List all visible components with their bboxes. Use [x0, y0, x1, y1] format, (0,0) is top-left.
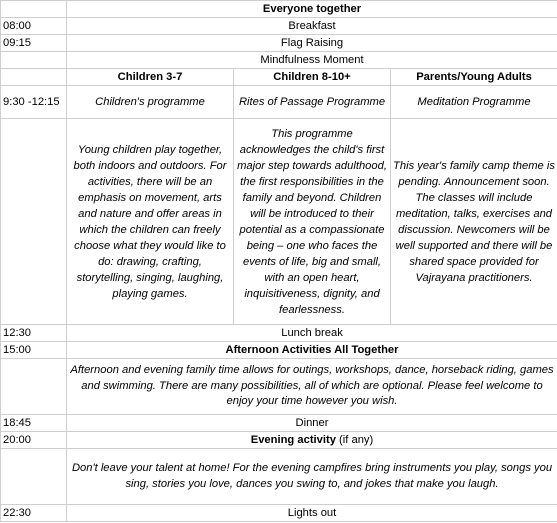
- group-header-children-3-7[interactable]: Children 3-7: [67, 69, 234, 86]
- children-3-7-description[interactable]: Young children play together, both indoors and outdoors. For activities, there will be an emphasis on movement, arts and nature and offer areas in which the children can freely choose what they would like to do: drawing, crafting, storytelling, singing, laughing, playing games.: [67, 119, 234, 325]
- evening-title-cell[interactable]: [67, 432, 557, 449]
- morning-titles-row: [1, 86, 557, 119]
- evening-description-row: [1, 449, 557, 505]
- time-cell[interactable]: [1, 1, 67, 18]
- evening-title-suffix: (if any): [335, 434, 374, 446]
- time-cell[interactable]: [1, 69, 67, 86]
- children-8-10-programme-title[interactable]: Rites of Passage Programme: [234, 86, 391, 119]
- time-cell[interactable]: [1, 449, 67, 505]
- morning-time[interactable]: 9:30 -12:15: [1, 86, 67, 119]
- everyone-together-row: [1, 1, 557, 18]
- parents-programme-title[interactable]: Meditation Programme: [391, 86, 557, 119]
- time-cell[interactable]: [1, 52, 67, 69]
- children-8-10-description[interactable]: This programme acknowledges the child's first major step towards adulthood, the first responsibilities in the family and beyond. Children will be introduced to their potential as a compassionate being – one who faces the events of life, big and small, with an open heart, inquisitiveness, dignity, and fearlessness.: [234, 119, 391, 325]
- lights-out-label[interactable]: Lights out: [67, 505, 557, 522]
- time-cell[interactable]: [1, 119, 67, 325]
- afternoon-description-row: [1, 359, 557, 415]
- lights-out-row: [1, 505, 557, 522]
- group-header-row: [1, 69, 557, 86]
- flag-raising-row: [1, 35, 557, 52]
- evening-title-row: [1, 432, 557, 449]
- afternoon-description[interactable]: Afternoon and evening family time allows for outings, workshops, dance, horseback riding, games and swimming. There are many possibilities, all of which are optional. Please feel welcome to enjoy your time however you wish.: [67, 359, 557, 415]
- afternoon-time[interactable]: 15:00: [1, 342, 67, 359]
- lunch-label[interactable]: Lunch break: [67, 325, 557, 342]
- flag-raising-time[interactable]: 09:15: [1, 35, 67, 52]
- dinner-time[interactable]: 18:45: [1, 415, 67, 432]
- lunch-row: [1, 325, 557, 342]
- group-header-parents[interactable]: Parents/Young Adults: [391, 69, 557, 86]
- breakfast-row: [1, 18, 557, 35]
- everyone-together-heading[interactable]: Everyone together: [67, 1, 557, 18]
- dinner-row: [1, 415, 557, 432]
- time-cell[interactable]: [1, 359, 67, 415]
- afternoon-title-row: [1, 342, 557, 359]
- afternoon-title[interactable]: Afternoon Activities All Together: [67, 342, 557, 359]
- dinner-label[interactable]: Dinner: [67, 415, 557, 432]
- lights-out-time[interactable]: 22:30: [1, 505, 67, 522]
- mindfulness-label[interactable]: Mindfulness Moment: [67, 52, 557, 69]
- evening-title: Evening activity: [250, 434, 336, 446]
- evening-time[interactable]: 20:00: [1, 432, 67, 449]
- mindfulness-row: [1, 52, 557, 69]
- morning-descriptions-row: [1, 119, 557, 325]
- children-3-7-programme-title[interactable]: Children's programme: [67, 86, 234, 119]
- breakfast-time[interactable]: 08:00: [1, 18, 67, 35]
- evening-description[interactable]: Don't leave your talent at home! For the evening campfires bring instruments you play, songs you sing, stories you love, dances you swing to, and jokes that make you laugh.: [67, 449, 557, 505]
- flag-raising-label[interactable]: Flag Raising: [67, 35, 557, 52]
- lunch-time[interactable]: 12:30: [1, 325, 67, 342]
- parents-description[interactable]: This year's family camp theme is pending. Announcement soon. The classes will include meditation, talks, exercises and discussion. Newcomers will be well supported and there will be shared space provided for Vajrayana practitioners.: [391, 119, 557, 325]
- breakfast-label[interactable]: Breakfast: [67, 18, 557, 35]
- group-header-children-8-10[interactable]: Children 8-10+: [234, 69, 391, 86]
